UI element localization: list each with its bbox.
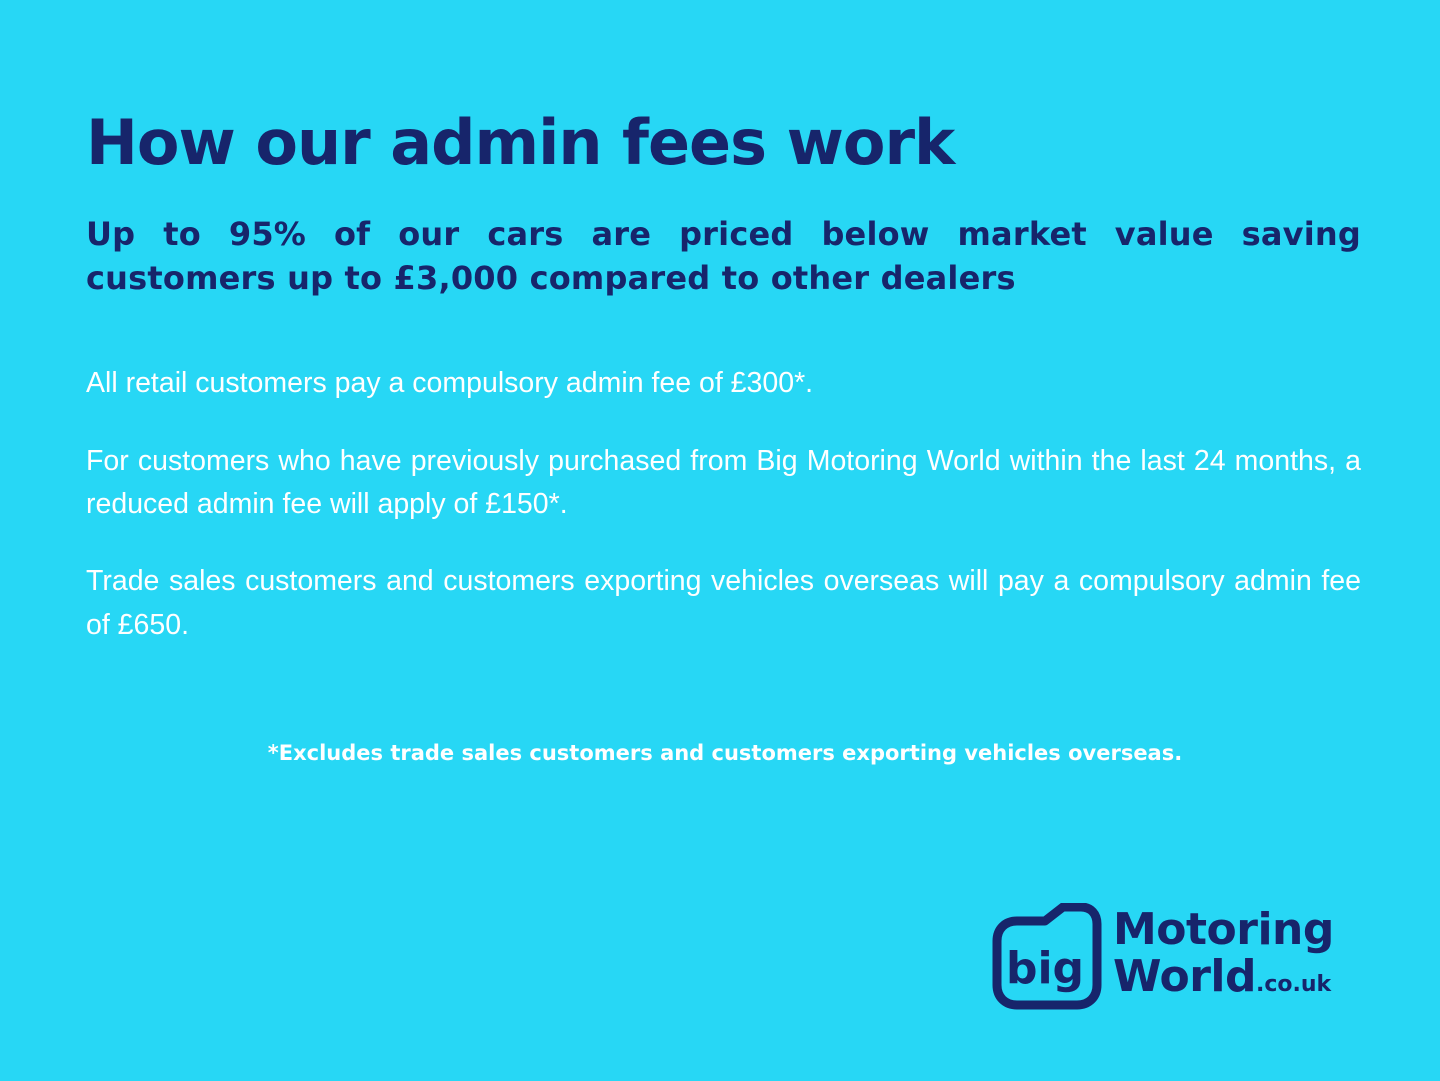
spacer-3: [86, 526, 1364, 560]
brand-word-line2: World: [1113, 950, 1256, 1002]
paragraph-retail-fee: All retail customers pay a compulsory admin fee of £300*.: [86, 367, 814, 400]
brand-logo: [985, 895, 1365, 1025]
brand-word-line1: Motoring: [1113, 904, 1334, 955]
paragraph-trade-export-fee: Trade sales customers and customers exporting vehicles overseas will pay a compulsory admin fee of £650.: [86, 565, 1361, 641]
svg-text:big: big: [1005, 943, 1085, 994]
big-logo-icon: [985, 903, 1105, 1018]
paragraph-returning-customer-fee: For customers who have previously purchased from Big Motoring World within the last 24 months, a reduced admin fee will apply of £150*.: [86, 444, 1361, 520]
footnote: *Excludes trade sales customers and customers exporting vehicles overseas.: [267, 740, 1183, 765]
page-title: How our admin fees work: [86, 106, 955, 179]
spacer-2: [86, 406, 1364, 440]
spacer-1: [86, 300, 1364, 362]
brand-tld: .co.uk: [1255, 971, 1332, 997]
subheading: Up to 95% of our cars are priced below market value saving customers up to £3,000 compared to other dealers: [86, 215, 1361, 298]
brand-wordmark: [1113, 904, 1334, 1002]
slide-content: [86, 0, 1364, 768]
